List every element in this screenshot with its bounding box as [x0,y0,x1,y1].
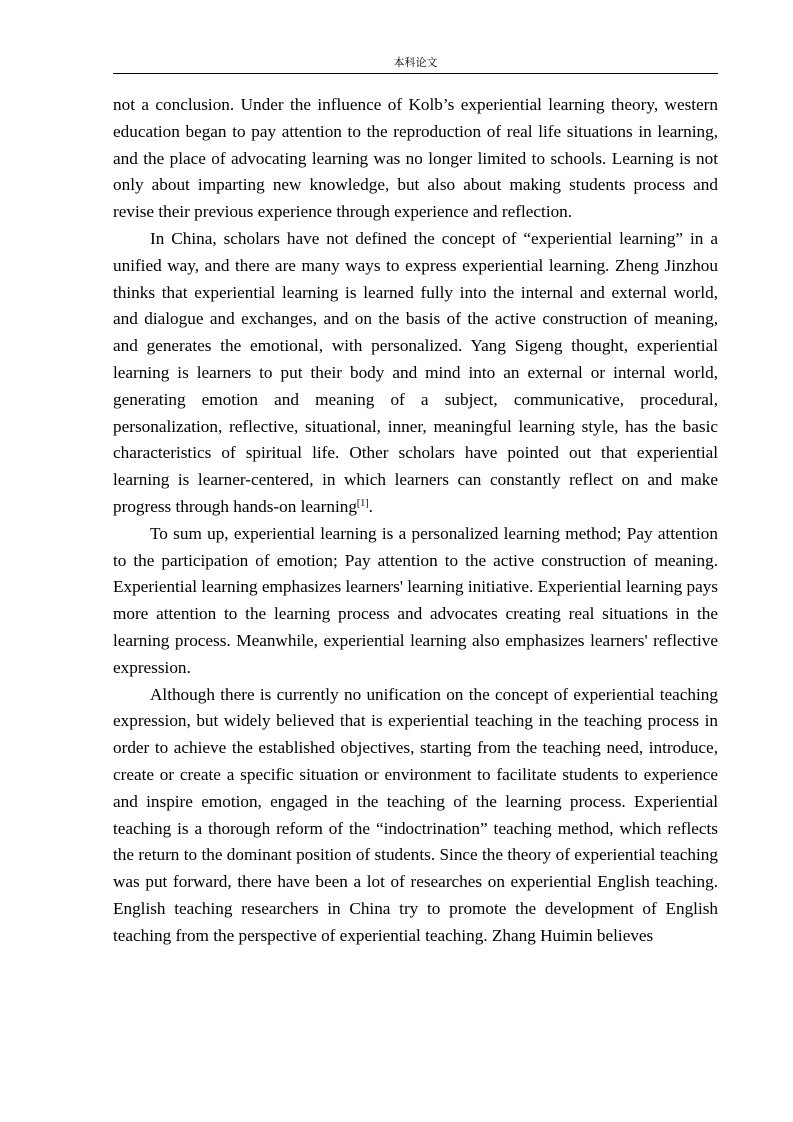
header-divider [113,73,718,74]
paragraph-summary: To sum up, experiential learning is a personalized learning method; Pay attention to the participation of emotion; Pay attention to the active construction of meaning. Experiential learning emphasizes learners' learning initiative. Experiential learning pays more attention to the learning process and advocates creating real situations in the learning process. Meanwhile, experiential learning also emphasizes learners' reflective expression. [113,523,718,677]
body-text [113,92,718,950]
paragraph-experiential-teaching: Although there is currently no unification on the concept of experiential teaching expression, but widely believed that is experiential teaching in the teaching process in order to achieve the established objectives, starting from the teaching need, introduce, create or create a specific situation or environment to facilitate students to experience and inspire emotion, engaged in the teaching of the learning process. Experiential teaching is a thorough reform of the “indoctrination” teaching method, which reflects the return to the dominant position of students. Since the theory of experiential teaching was put forward, there have been a lot of researches on experiential English teaching. English teaching researchers in China try to promote the development of English teaching from the perspective of experiential teaching. Zhang Huimin believes [113,684,718,945]
paragraph-experiential-learning-china [113,226,718,521]
paragraph-end-punctuation: . [368,496,373,516]
citation-reference[interactable]: [1] [356,497,369,509]
paragraph-continuation: not a conclusion. Under the influence of Kolb’s experiential learning theory, western education began to pay attention to the reproduction of real life situations in learning, and the place of advocating learning was no longer limited to schools. Learning is not only about imparting new knowledge, but also about making students process and revise their previous experience through experience and reflection. [113,95,718,222]
paragraph-text: In China, scholars have not defined the concept of “experiential learning” in a unified way, and there are many ways to express experiential learning. Zheng Jinzhou thinks that experiential learning is learned fully into the internal and external world, and dialogue and exchanges, and on the basis of the active construction of meaning, and generates the emotional, with personalized. Yang Sigeng thought, experiential learning is learners to put their body and mind into an external or internal world, generating emotion and meaning of a subject, communicative, procedural, personalization, reflective, situational, inner, meaningful learning style, has the basic characteristics of spiritual life. Other scholars have pointed out that experiential learning is learner-centered, in which learners can constantly reflect on and make progress through hands-on learning [113,228,718,516]
page-header-title: 本科论文 [393,56,438,69]
